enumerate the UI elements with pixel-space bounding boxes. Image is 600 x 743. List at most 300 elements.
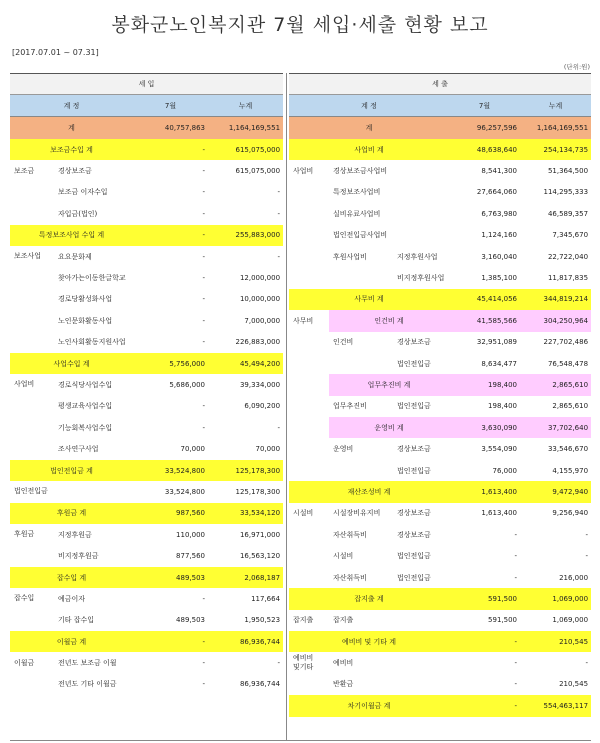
expense-table: [289, 73, 591, 717]
sub-item-label: 경상보조금: [397, 445, 431, 454]
category-label: [289, 674, 329, 695]
table-row: [289, 310, 591, 331]
cumulative-value: 1,069,000: [552, 616, 589, 625]
cumulative-value: 70,000: [255, 445, 281, 454]
sub-item-label: 법인전입금: [397, 359, 431, 368]
table-row: [10, 610, 283, 631]
table-row: [289, 182, 591, 203]
cumulative-value: 2,865,610: [552, 402, 589, 411]
cumulative-value: 117,664: [251, 594, 281, 603]
table-row: [10, 503, 283, 524]
cumulative-value: 51,364,500: [547, 167, 589, 176]
category-label: [289, 524, 329, 545]
category-label: [10, 203, 54, 224]
category-label: [10, 695, 54, 716]
table-row: [289, 588, 591, 609]
month-value: 198,400: [488, 402, 517, 411]
item-label: 전년도 기타 이월금: [58, 680, 117, 689]
item-label: 인건비: [333, 338, 354, 347]
cumulative-value: 45,494,200: [208, 353, 283, 374]
month-value: 41,585,566: [449, 310, 520, 331]
cumulative-value: -: [277, 423, 281, 432]
month-value: 3,160,040: [481, 252, 517, 261]
table-row: [10, 438, 283, 459]
category-label: 예비비 및기타: [293, 654, 314, 672]
col-month: 7월: [133, 95, 208, 117]
month-value: 27,664,060: [476, 188, 517, 197]
table-row: [10, 225, 283, 246]
month-value: -: [202, 295, 205, 304]
table-row: [289, 225, 591, 246]
bottom-rule: [10, 740, 591, 741]
category-label: [10, 332, 54, 353]
cumulative-value: 227,702,486: [543, 338, 589, 347]
table-row: [10, 631, 283, 652]
category-label: [289, 182, 329, 203]
table-row: [289, 674, 591, 695]
table-row: [289, 503, 591, 524]
col-account: 계 정: [289, 95, 449, 117]
expense-column-header: [289, 95, 591, 117]
category-label: [289, 460, 329, 481]
month-value: -: [514, 659, 517, 668]
category-label: 법인전입금: [14, 487, 48, 496]
item-label: 특정보조사업비: [333, 188, 381, 197]
month-value: 591,500: [449, 588, 520, 609]
subtotal-label: 사업수입 계: [10, 353, 133, 374]
month-value: 6,763,980: [481, 209, 517, 218]
item-label: 잡지출: [333, 616, 354, 625]
table-row: [10, 267, 283, 288]
sub-item-label: 법인전입금: [397, 466, 431, 475]
sub-item-label: 비지정후원사업: [397, 274, 445, 283]
category-label: [289, 353, 329, 374]
table-row: [10, 332, 283, 353]
cumulative-value: 16,563,120: [239, 552, 281, 561]
table-row: [10, 396, 283, 417]
category-label: [289, 438, 329, 459]
cumulative-value: 114,295,333: [543, 188, 589, 197]
pink-subtotal-label: 인건비 계: [329, 310, 449, 331]
cumulative-value: 216,000: [559, 573, 589, 582]
item-label: 기타 잡수입: [58, 616, 95, 625]
income-section-header: [10, 74, 283, 95]
subtotal-label: 예비비 및 기타 계: [289, 631, 449, 652]
table-row: [10, 139, 283, 160]
month-value: -: [202, 659, 205, 668]
month-value: 32,951,089: [476, 338, 517, 347]
cumulative-value: -: [277, 659, 281, 668]
expense-section-title: 세 출: [289, 74, 591, 95]
table-row: [10, 289, 283, 310]
item-label: [54, 481, 133, 502]
table-row: [289, 695, 591, 716]
cumulative-value: 2,068,187: [208, 567, 283, 588]
category-label: [10, 417, 54, 438]
cumulative-value: -: [585, 659, 589, 668]
category-label: [10, 182, 54, 203]
item-label: 노인사회활동지원사업: [58, 338, 126, 347]
category-label: 사무비: [293, 316, 314, 325]
month-value: 1,124,160: [481, 231, 517, 240]
cumulative-value: 210,545: [520, 631, 591, 652]
item-label: 자산취득비: [333, 530, 367, 539]
table-row: [10, 310, 283, 331]
sub-item-label: [393, 160, 449, 181]
table-row: [289, 438, 591, 459]
subtotal-label: 이월금 계: [10, 631, 133, 652]
table-row: [10, 182, 283, 203]
table-row: [289, 460, 591, 481]
table-row: [289, 246, 591, 267]
table-row: [10, 374, 283, 395]
item-label: 시설비: [333, 552, 354, 561]
category-label: [10, 545, 54, 566]
category-label: 사업비: [293, 166, 314, 175]
table-row: [10, 652, 283, 673]
month-value: -: [133, 225, 208, 246]
item-label: 요요문화제: [58, 252, 92, 261]
category-label: [10, 267, 54, 288]
item-label: [329, 353, 393, 374]
item-label: 후원사업비: [333, 252, 367, 261]
cumulative-value: 125,178,300: [235, 487, 281, 496]
item-label: 경로당활성화사업: [58, 295, 113, 304]
month-value: -: [202, 338, 205, 347]
total-label: 계: [289, 117, 449, 140]
pink-subtotal-label: 업무추진비 계: [329, 374, 449, 395]
item-label: 비지정후원금: [58, 552, 99, 561]
month-value: -: [202, 423, 205, 432]
sub-item-label: 법인전입금: [397, 573, 431, 582]
category-label: [10, 289, 54, 310]
table-row: [10, 246, 283, 267]
month-value: -: [202, 167, 205, 176]
sub-item-label: 법인전입금: [397, 552, 431, 561]
month-value: 76,000: [492, 466, 517, 475]
month-value: 1,613,400: [449, 481, 520, 502]
month-value: 5,756,000: [133, 353, 208, 374]
month-value: 198,400: [449, 374, 520, 395]
table-row: [10, 545, 283, 566]
month-value: 489,503: [133, 567, 208, 588]
sub-item-label: [393, 203, 449, 224]
table-row: [289, 332, 591, 353]
item-label: 업무추진비: [333, 402, 367, 411]
cumulative-value: 16,971,000: [239, 530, 281, 539]
item-label: [329, 267, 393, 288]
sub-item-label: [393, 674, 449, 695]
cumulative-value: 6,090,200: [244, 402, 281, 411]
table-row: [289, 652, 591, 673]
cumulative-value: 125,178,300: [208, 460, 283, 481]
cumulative-value: -: [277, 188, 281, 197]
table-row: [289, 160, 591, 181]
category-label: [289, 396, 329, 417]
month-value: 40,757,863: [133, 117, 208, 140]
category-label: [289, 374, 329, 395]
total-label: 계: [10, 117, 133, 140]
month-value: 3,554,090: [481, 445, 517, 454]
item-label: 예금이자: [58, 594, 86, 603]
month-value: 5,686,000: [169, 380, 205, 389]
subtotal-label: 재산조성비 계: [289, 481, 449, 502]
table-row: [289, 289, 591, 310]
month-value: 110,000: [176, 530, 205, 539]
month-value: -: [133, 631, 208, 652]
category-label: [10, 674, 54, 695]
cumulative-value: 1,069,000: [520, 588, 591, 609]
cumulative-value: 37,702,640: [520, 417, 591, 438]
month-value: -: [202, 680, 205, 689]
item-label: 조사연구사업: [58, 445, 99, 454]
cumulative-value: 255,883,000: [208, 225, 283, 246]
month-value: 1,385,100: [481, 274, 517, 283]
month-value: 489,503: [176, 616, 205, 625]
cumulative-value: [208, 695, 283, 716]
category-label: 잡지출: [293, 615, 314, 624]
category-label: [289, 203, 329, 224]
category-label: [289, 567, 329, 588]
table-row: [10, 695, 283, 716]
item-label: 자산취득비: [333, 573, 367, 582]
month-value: 48,638,640: [449, 139, 520, 160]
table-row: [289, 567, 591, 588]
table-row: [10, 417, 283, 438]
col-month: 7월: [449, 95, 520, 117]
table-row: [289, 267, 591, 288]
month-value: -: [514, 530, 517, 539]
month-value: 8,634,477: [481, 359, 517, 368]
cumulative-value: 226,883,000: [235, 338, 281, 347]
month-value: 1,613,400: [481, 509, 517, 518]
category-label: [289, 417, 329, 438]
month-value: 3,630,090: [449, 417, 520, 438]
cumulative-value: 254,134,735: [520, 139, 591, 160]
cumulative-value: 11,817,835: [547, 274, 589, 283]
cumulative-value: 4,155,970: [552, 466, 589, 475]
sub-item-label: 경상보조금: [397, 338, 431, 347]
table-row: [289, 610, 591, 631]
col-cumulative: 누계: [520, 95, 591, 117]
item-label: [329, 460, 393, 481]
subtotal-label: 잡수입 계: [10, 567, 133, 588]
month-value: -: [202, 402, 205, 411]
table-divider: [286, 73, 287, 740]
category-label: 보조금: [14, 166, 35, 175]
cumulative-value: 615,075,000: [208, 139, 283, 160]
item-label: 평생교육사업수입: [58, 402, 113, 411]
category-label: 사업비: [14, 380, 35, 389]
cumulative-value: 46,589,357: [547, 209, 589, 218]
item-label: 운영비: [333, 445, 354, 454]
cumulative-value: 22,722,040: [547, 252, 589, 261]
cumulative-value: 304,250,964: [520, 310, 591, 331]
cumulative-value: 76,548,478: [547, 359, 589, 368]
cumulative-value: 33,534,120: [208, 503, 283, 524]
sub-item-label: 경상보조금: [397, 530, 431, 539]
month-value: 591,500: [488, 616, 517, 625]
month-value: 33,524,800: [133, 460, 208, 481]
income-section-title: 세 입: [10, 74, 283, 95]
col-cumulative: 누계: [208, 95, 283, 117]
item-label: 경로식당사업수입: [58, 380, 113, 389]
table-row: [289, 545, 591, 566]
table-row: [289, 139, 591, 160]
report-title: 봉화군노인복지관 7월 세입·세출 현황 보고: [111, 14, 489, 36]
table-row: [10, 481, 283, 502]
table-row: [289, 631, 591, 652]
unit-label: (단위:원): [563, 63, 590, 71]
category-label: [10, 310, 54, 331]
sub-item-label: 경상보조금: [397, 509, 431, 518]
item-label: 자입금(법인): [58, 209, 98, 218]
month-value: 70,000: [180, 445, 205, 454]
table-row: [289, 481, 591, 502]
sub-item-label: 지정후원사업: [397, 252, 438, 261]
cumulative-value: 9,256,940: [552, 509, 589, 518]
item-label: 예비비: [333, 659, 354, 668]
subtotal-label: 사업비 계: [289, 139, 449, 160]
category-label: 잡수입: [14, 594, 35, 603]
month-value: -: [202, 274, 205, 283]
cumulative-value: 344,819,214: [520, 289, 591, 310]
cumulative-value: 10,000,000: [239, 295, 281, 304]
table-row: [10, 674, 283, 695]
item-label: 반환금: [333, 680, 354, 689]
month-value: 33,524,800: [164, 487, 205, 496]
month-value: 987,560: [133, 503, 208, 524]
subtotal-label: 차기이월금 계: [289, 695, 449, 716]
month-value: [133, 695, 208, 716]
cumulative-value: -: [585, 530, 589, 539]
table-row: [10, 524, 283, 545]
category-label: 시설비: [293, 508, 314, 517]
month-value: -: [514, 552, 517, 561]
income-table: [10, 73, 283, 717]
item-label: 경상보조금사업비: [333, 167, 388, 176]
item-label: 시설장비유지비: [333, 509, 381, 518]
item-label: 보조금 이자수입: [58, 188, 108, 197]
category-label: [289, 267, 329, 288]
subtotal-label: 법인전입금 계: [10, 460, 133, 481]
month-value: -: [449, 695, 520, 716]
sub-item-label: [393, 182, 449, 203]
cumulative-value: 86,936,744: [239, 680, 281, 689]
sub-item-label: [393, 225, 449, 246]
table-row: [289, 396, 591, 417]
category-label: 보조사업: [14, 252, 42, 261]
category-label: 이월금: [14, 658, 35, 667]
table-row: [289, 374, 591, 395]
item-label: 경상보조금: [58, 167, 92, 176]
item-label: 지정후원금: [58, 530, 92, 539]
table-row: [289, 524, 591, 545]
subtotal-label: 보조금수입 계: [10, 139, 133, 160]
cumulative-value: 2,865,610: [520, 374, 591, 395]
cumulative-value: 1,164,169,551: [208, 117, 283, 140]
table-row: [289, 353, 591, 374]
table-row: [10, 160, 283, 181]
month-value: 45,414,056: [449, 289, 520, 310]
category-label: [289, 225, 329, 246]
sub-item-label: [393, 610, 449, 631]
item-label: 기능회복사업수입: [58, 423, 113, 432]
table-row: [289, 203, 591, 224]
pink-subtotal-label: 운영비 계: [329, 417, 449, 438]
cumulative-value: 1,950,523: [244, 616, 281, 625]
month-value: -: [202, 188, 205, 197]
cumulative-value: 615,075,000: [235, 167, 281, 176]
cumulative-value: 210,545: [559, 680, 589, 689]
month-value: 8,541,300: [481, 167, 517, 176]
month-value: 96,257,596: [449, 117, 520, 140]
cumulative-value: -: [277, 252, 281, 261]
cumulative-value: 1,164,169,551: [520, 117, 591, 140]
table-row: [10, 353, 283, 374]
month-value: -: [202, 594, 205, 603]
sub-item-label: [393, 652, 449, 673]
month-value: -: [514, 680, 517, 689]
income-column-header: [10, 95, 283, 117]
month-value: 877,560: [176, 552, 205, 561]
month-value: -: [514, 573, 517, 582]
cumulative-value: 7,345,670: [552, 231, 589, 240]
cumulative-value: 9,472,940: [520, 481, 591, 502]
subtotal-label: 사무비 계: [289, 289, 449, 310]
col-account: 계 정: [10, 95, 133, 117]
report-period: [2017.07.01 ~ 07.31]: [12, 48, 99, 57]
subtotal-label: 잡지출 계: [289, 588, 449, 609]
table-row: [289, 117, 591, 140]
cumulative-value: -: [277, 209, 281, 218]
item-label: [54, 695, 133, 716]
expense-section-header: [289, 74, 591, 95]
cumulative-value: 39,334,000: [239, 380, 281, 389]
item-label: 찾아가는이동한글학교: [58, 274, 126, 283]
item-label: 실비유료사업비: [333, 209, 381, 218]
table-row: [289, 417, 591, 438]
sub-item-label: 법인전입금: [397, 402, 431, 411]
month-value: -: [133, 139, 208, 160]
cumulative-value: 7,000,000: [244, 316, 281, 325]
subtotal-label: 후원금 계: [10, 503, 133, 524]
table-row: [10, 567, 283, 588]
month-value: -: [202, 209, 205, 218]
item-label: 노인문화활동사업: [58, 316, 113, 325]
month-value: -: [449, 631, 520, 652]
table-row: [10, 117, 283, 140]
cumulative-value: 12,000,000: [239, 274, 281, 283]
category-label: [289, 246, 329, 267]
category-label: [10, 396, 54, 417]
subtotal-label: 특정보조사업 수입 계: [10, 225, 133, 246]
category-label: [289, 332, 329, 353]
cumulative-value: 86,936,744: [208, 631, 283, 652]
category-label: 후원금: [14, 530, 35, 539]
table-row: [10, 588, 283, 609]
cumulative-value: -: [585, 552, 589, 561]
item-label: 전년도 보조금 이월: [58, 659, 117, 668]
cumulative-value: 33,546,670: [547, 445, 589, 454]
month-value: -: [202, 316, 205, 325]
table-row: [10, 460, 283, 481]
cumulative-value: 554,463,117: [520, 695, 591, 716]
item-label: 법인전입금사업비: [333, 231, 388, 240]
category-label: [10, 438, 54, 459]
category-label: [10, 610, 54, 631]
month-value: -: [202, 252, 205, 261]
